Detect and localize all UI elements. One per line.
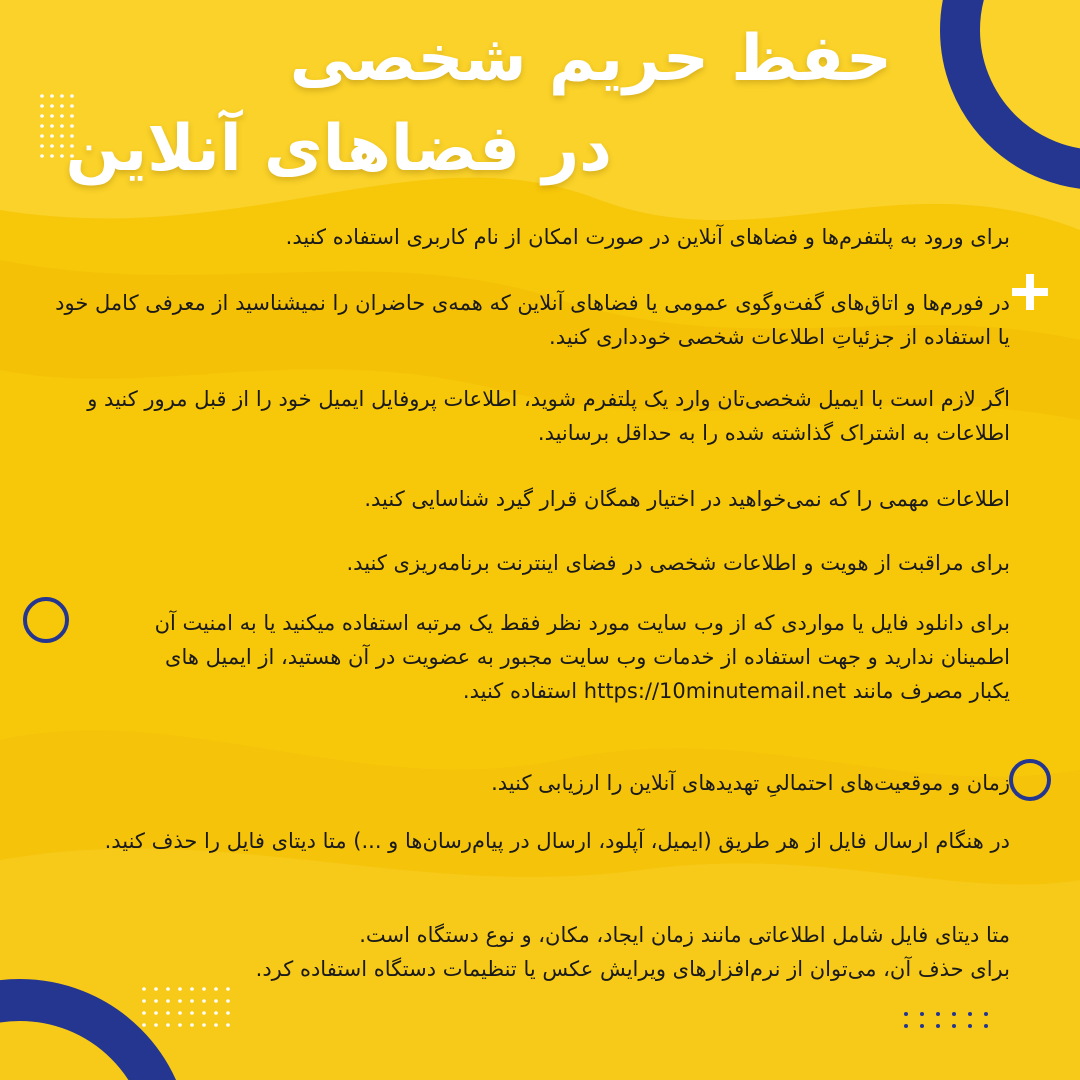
tip-paragraph-2: در فورم‌ها و اتاق‌های گفت‌وگوی عمومی یا فضاهای آنلاین که همه‌ی حاضران را نمیشناسید از معرفی کامل خود یا استفاده از جزئیاتِ اطلاعات شخصی خودداری کنید. xyxy=(55,291,1010,349)
dot-grid-bottom-right xyxy=(900,1008,990,1032)
tip-paragraph-7: زمان و موقعیت‌های احتمالیِ تهدیدهای آنلاین را ارزیابی کنید. xyxy=(491,771,1010,795)
tip-paragraph-8: در هنگام ارسال فایل از هر طریق (ایمیل، آپلود، ارسال در پیام‌رسان‌ها و ...) متا دیتای فایل را حذف کنید. xyxy=(104,829,1010,853)
ring-icon-right xyxy=(1006,756,1054,804)
plus-icon xyxy=(1010,272,1050,312)
tip-paragraph-4: اطلاعات مهمی را که نمی‌خواهید در اختیار همگان قرار گیرد شناسایی کنید. xyxy=(364,487,1010,511)
tip-paragraph-6: برای دانلود فایل یا مواردی که از وب سایت مورد نظر فقط یک مرتبه استفاده میکنید یا به امنیت آن اطمینان ندارید و جهت استفاده از خدمات وب سایت مجبور به عضویت در آن هستید، از ایمیل های یکبار مصرف مانند https://10minutemail.net استفاده کنید. xyxy=(154,611,1010,703)
tip-paragraph-9: متا دیتای فایل شامل اطلاعاتی مانند زمان ایجاد، مکان، و نوع دستگاه است. xyxy=(359,923,1010,947)
tip-paragraph-5: برای مراقبت از هویت و اطلاعات شخصی در فضای اینترنت برنامه‌ریزی کنید. xyxy=(346,551,1010,575)
top-right-arc xyxy=(900,0,1080,220)
tip-paragraph-3: اگر لازم است با ایمیل شخصی‌تان وارد یک پلتفرم شوید، اطلاعات پروفایل ایمیل خود را از قبل مرور کنید و اطلاعات به اشتراک گذاشته شده را به حداقل برسانید. xyxy=(87,387,1010,445)
tip-paragraph-10: برای حذف آن، می‌توان از نرم‌افزارهای ویرایش عکس یا تنظیمات دستگاه استفاده کرد. xyxy=(255,957,1010,981)
dot-grid-bottom-left xyxy=(140,985,240,1035)
title-line-1: حفظ حریم شخصی xyxy=(289,22,892,96)
title-line-2: در فضاهای آنلاین xyxy=(65,112,612,186)
ring-icon-left xyxy=(20,594,72,646)
tip-paragraph-1: برای ورود به پلتفرم‌ها و فضاهای آنلاین در صورت امکان از نام کاربری استفاده کنید. xyxy=(285,225,1010,249)
